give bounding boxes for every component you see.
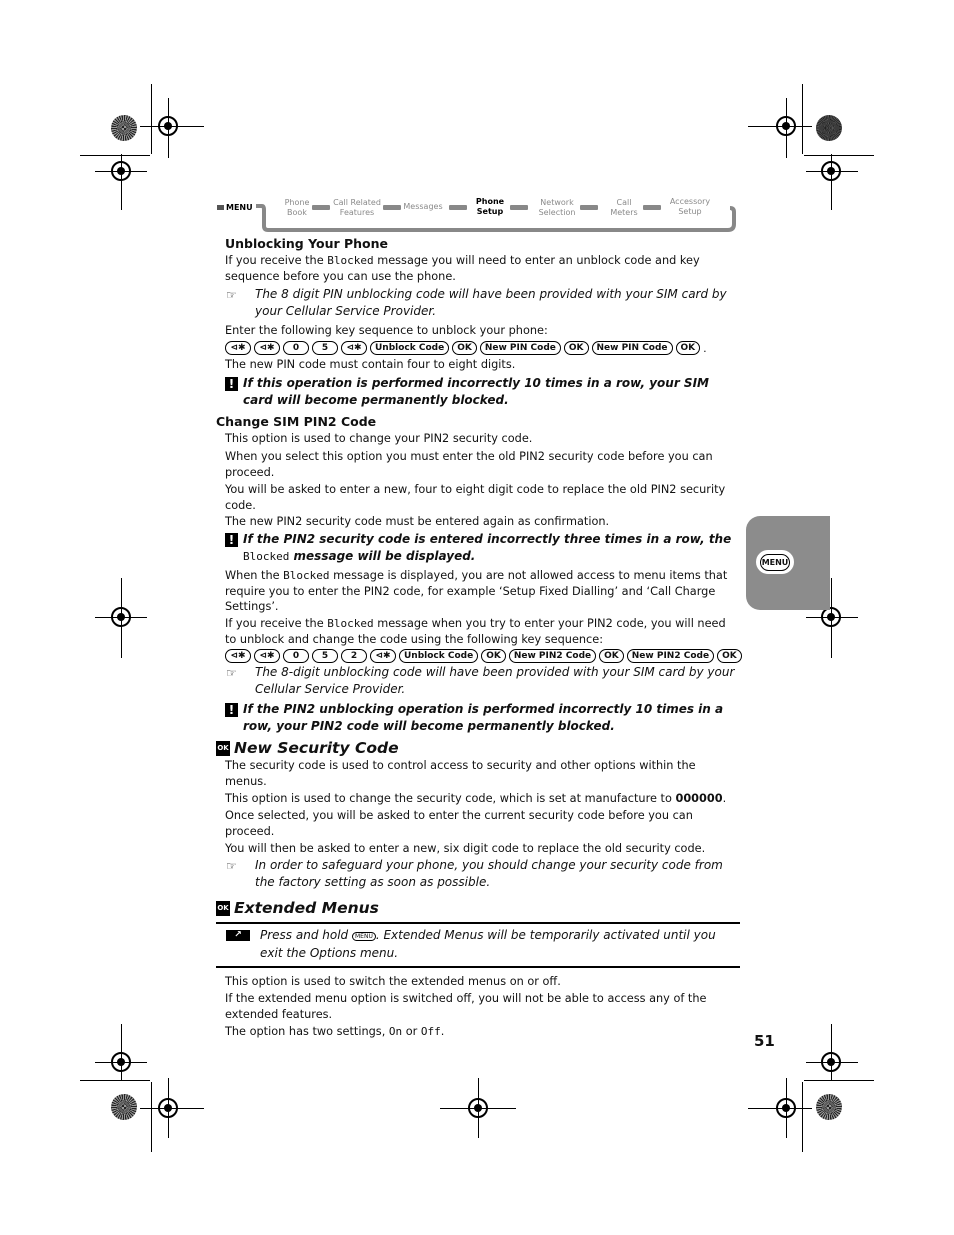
ok-icon: OK bbox=[216, 741, 230, 756]
menu-key-icon: MENU bbox=[756, 550, 794, 574]
key-star-icon: ⊲✱ bbox=[254, 341, 280, 355]
nav-item-accessory-setup: Accessory Setup bbox=[669, 197, 711, 216]
paragraph: You will be asked to enter a new, four to eight digit code to replace the old PIN2 security code. bbox=[225, 483, 726, 512]
key-5: 5 bbox=[312, 341, 338, 355]
key-star-icon: ⊲✱ bbox=[370, 649, 396, 663]
section-heading-extended-menus: OK Extended Menus bbox=[217, 898, 379, 917]
note-hand-icon: ☞ bbox=[226, 665, 237, 680]
warning: ! If the PIN2 unblocking operation is performed incorrectly 10 times in a row, your PIN2 code will become permanently blocked. bbox=[225, 701, 740, 735]
key-star-icon: ⊲✱ bbox=[225, 341, 251, 355]
key-ok: OK bbox=[599, 649, 624, 663]
paragraph: When the Blocked message is displayed, you are not allowed access to menu items that require you to enter the PIN2 code, for example ‘Setup Fixed Dialling’ and ‘Call Charge Settings’. bbox=[225, 569, 728, 613]
key-star-icon: ⊲✱ bbox=[341, 341, 367, 355]
key-ok: OK bbox=[481, 649, 506, 663]
section-heading-unblocking: Unblocking Your Phone bbox=[225, 236, 389, 251]
paragraph: Enter the following key sequence to unblock your phone: bbox=[225, 324, 548, 337]
paragraph: If you receive the Blocked message when you try to enter your PIN2 code, you will need to unblock and change the code using the following key sequence: bbox=[225, 616, 726, 646]
warning-icon: ! bbox=[225, 377, 238, 391]
nav-item-network-selection: Network Selection bbox=[538, 198, 576, 217]
key-new-pin2-code: New PIN2 Code bbox=[627, 649, 714, 663]
nav-bullet bbox=[217, 205, 224, 210]
key-sequence bbox=[225, 648, 740, 664]
paragraph: If the extended menu option is switched off, you will not be able to access any of the extended features. bbox=[225, 991, 707, 1021]
page-content bbox=[216, 236, 740, 1040]
section-heading-pin2: Change SIM PIN2 Code bbox=[216, 414, 377, 429]
paragraph: When you select this option you must enter the old PIN2 security code before you can proceed. bbox=[225, 450, 713, 479]
side-tab bbox=[746, 516, 830, 610]
menu-key-icon: MENU bbox=[352, 932, 376, 941]
shortcut-icon: ↗ bbox=[226, 930, 250, 941]
nav-menu: MENU bbox=[226, 203, 253, 212]
key-5: 5 bbox=[312, 649, 338, 663]
nav-item-call-related: Call Related Features bbox=[333, 198, 381, 217]
key-new-pin-code: New PIN Code bbox=[480, 341, 561, 355]
warning-icon: ! bbox=[225, 533, 238, 547]
note: ☞ In order to safeguard your phone, you should change your security code from the factory setting as soon as possible. bbox=[226, 857, 723, 889]
paragraph: The new PIN2 security code must be entered again as confirmation. bbox=[225, 515, 610, 528]
key-new-pin-code: New PIN Code bbox=[592, 341, 673, 355]
nav-item-call-meters: Call Meters bbox=[610, 198, 638, 217]
nav-item-phone-book: Phone Book bbox=[284, 198, 310, 217]
paragraph: This option is used to switch the extended menus on or off. bbox=[225, 974, 561, 988]
key-sequence: ⊲✱ ⊲✱ 0 5 ⊲✱ Unblock Code OK New PIN Code OK New PIN Code OK . bbox=[225, 340, 740, 356]
note-hand-icon: ☞ bbox=[226, 288, 237, 302]
paragraph: This option is used to change your PIN2 security code. bbox=[225, 432, 533, 445]
ok-icon: OK bbox=[216, 901, 230, 916]
paragraph: The new PIN code must contain four to eight digits. bbox=[225, 358, 516, 371]
paragraph: The security code is used to control access to security and other options within the menus. bbox=[225, 758, 696, 788]
key-star-icon: ⊲✱ bbox=[225, 649, 251, 663]
page-number: 51 bbox=[754, 1032, 775, 1050]
note: ☞ The 8 digit PIN unblocking code will have been provided with your SIM card by your Cellular Service Provider. bbox=[226, 287, 727, 318]
key-2: 2 bbox=[341, 649, 367, 663]
key-ok: OK bbox=[717, 649, 742, 663]
key-0: 0 bbox=[283, 649, 309, 663]
key-star-icon: ⊲✱ bbox=[254, 649, 280, 663]
nav-sep bbox=[643, 205, 661, 210]
paragraph: Once selected, you will be asked to enter the current security code before you can proceed. bbox=[225, 808, 693, 838]
note-hand-icon: ☞ bbox=[226, 858, 237, 873]
key-ok: OK bbox=[564, 341, 589, 355]
paragraph: This option is used to change the security code, which is set at manufacture to 000000. bbox=[225, 791, 727, 805]
nav-sep bbox=[510, 205, 528, 210]
nav-sep bbox=[580, 205, 598, 210]
section-heading-security-code: OK New Security Code bbox=[217, 738, 399, 757]
key-unblock-code: Unblock Code bbox=[399, 649, 478, 663]
key-ok: OK bbox=[452, 341, 477, 355]
warning: ! If the PIN2 security code is entered incorrectly three times in a row, the Blocked message will be displayed. bbox=[225, 531, 740, 565]
paragraph: If you receive the Blocked message you will need to enter an unblock code and key sequence before you can use the phone. bbox=[225, 254, 700, 283]
key-new-pin2-code: New PIN2 Code bbox=[509, 649, 596, 663]
paragraph: The option has two settings, On or Off. bbox=[225, 1024, 445, 1038]
warning-icon: ! bbox=[225, 703, 238, 717]
key-unblock-code: Unblock Code bbox=[370, 341, 449, 355]
extended-menus-box: ↗ Press and hold MENU . Extended Menus will be temporarily activated until you exit the Options menu. bbox=[216, 922, 740, 968]
nav-item-phone-setup: Phone Setup bbox=[475, 197, 505, 216]
nav-item-messages: Messages bbox=[403, 202, 443, 211]
nav-sep bbox=[383, 205, 401, 210]
key-0: 0 bbox=[283, 341, 309, 355]
paragraph: You will then be asked to enter a new, six digit code to replace the old security code. bbox=[225, 841, 706, 855]
warning: ! If this operation is performed incorrectly 10 times in a row, your SIM card will become permanently blocked. bbox=[225, 375, 740, 409]
key-ok: OK bbox=[676, 341, 701, 355]
nav-sep bbox=[449, 205, 467, 210]
note: ☞ The 8-digit unblocking code will have been provided with your SIM card by your Cellular Service Provider. bbox=[226, 664, 735, 696]
